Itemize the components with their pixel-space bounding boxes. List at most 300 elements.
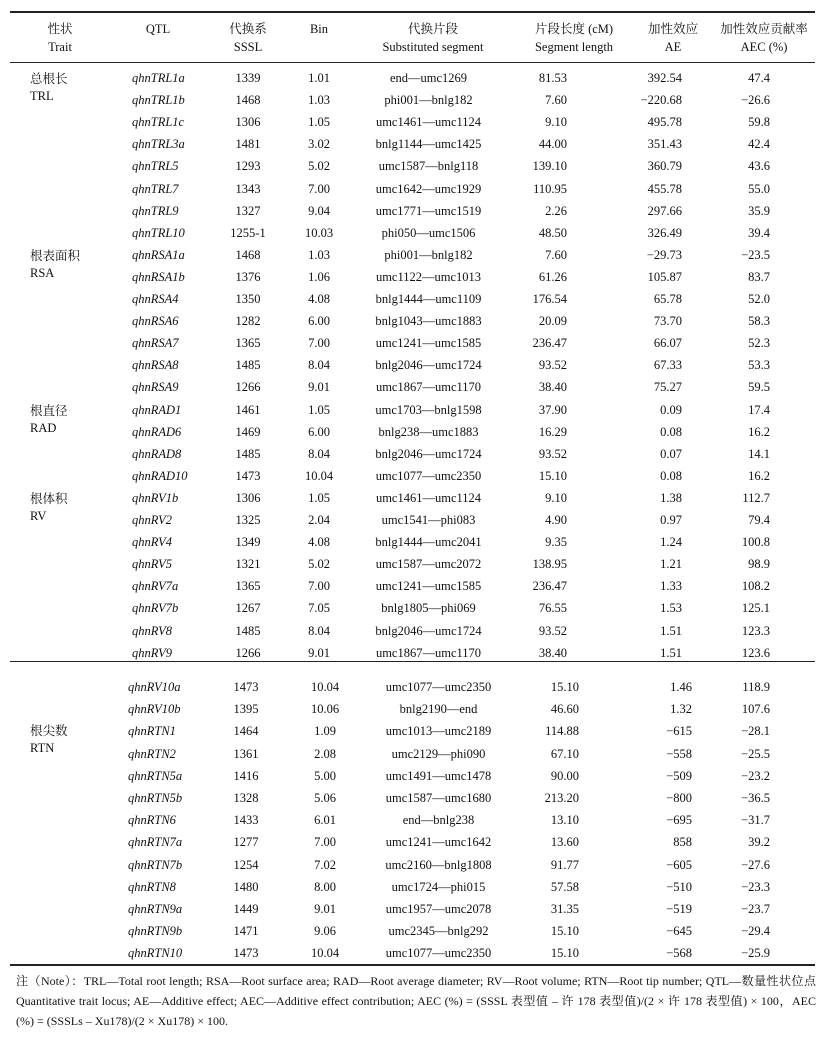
cell-bin: 4.08: [308, 535, 330, 550]
cell-sssl: 1349: [235, 535, 261, 550]
cell-sssl: 1327: [235, 203, 261, 218]
cell-ae: 0.08: [660, 468, 682, 483]
cell-sssl: 1343: [235, 181, 261, 196]
cell-aec: 35.9: [748, 203, 770, 218]
cell-aec: 53.3: [748, 358, 770, 373]
header-bin: Bin: [309, 22, 329, 36]
table-row: [0, 133, 827, 155]
cell-aec: 83.7: [748, 269, 770, 284]
cell-qtl: qhnTRL5: [132, 159, 179, 174]
cell-len: 48.50: [538, 225, 567, 240]
header-ae: 加性效应 AE: [647, 22, 698, 54]
cell-aec: −23.3: [741, 879, 770, 894]
cell-len: 90.00: [550, 768, 579, 783]
cell-sssl: 1468: [235, 93, 261, 108]
cell-seg: bnlg2046—umc1724: [375, 358, 482, 373]
cell-sssl: 1266: [235, 645, 261, 660]
cell-sssl: 1449: [233, 902, 259, 916]
cell-ae: 1.33: [660, 579, 682, 594]
cell-len: 7.60: [545, 93, 567, 108]
header-aec: 加性效应贡献率 AEC (%): [720, 22, 808, 54]
cell-seg: umc1077—umc2350: [385, 946, 492, 961]
cell-aec: 47.4: [748, 71, 770, 85]
table-row: [0, 898, 827, 920]
table-row: [0, 765, 827, 787]
cell-ae: −695: [666, 813, 692, 828]
cell-ae: 1.21: [660, 557, 682, 572]
cell-ae: −558: [666, 746, 692, 761]
cell-sssl: 1255-1: [230, 225, 266, 240]
cell-sssl: 1416: [233, 768, 259, 783]
table-row: [0, 743, 827, 765]
cell-aec: 52.0: [748, 292, 770, 306]
cell-seg: bnlg2046—umc1724: [375, 623, 482, 638]
table-row: [0, 809, 827, 831]
cell-seg: bnlg1444—umc2041: [375, 535, 482, 550]
cell-seg: umc1867—umc1170: [375, 645, 482, 660]
cell-qtl: qhnRV2: [132, 513, 173, 527]
cell-len: 2.26: [545, 203, 567, 218]
cell-len: 13.60: [550, 835, 579, 850]
cell-aec: 112.7: [742, 490, 770, 505]
cell-seg: phi001—bnlg182: [384, 93, 473, 108]
cell-bin: 9.01: [308, 380, 330, 395]
cell-ae: −800: [666, 791, 692, 805]
cell-seg: umc1957—umc2078: [385, 902, 492, 916]
cell-qtl: qhnRTN8: [128, 879, 176, 894]
cell-bin: 1.05: [308, 115, 330, 130]
cell-qtl: qhnRAD1: [132, 402, 182, 417]
cell-seg: umc1771—umc1519: [375, 203, 482, 218]
cell-aec: −29.4: [741, 924, 770, 939]
table-row: [0, 575, 827, 597]
cell-seg: bnlg1444—umc1109: [375, 292, 482, 306]
cell-len: 16.29: [538, 424, 567, 439]
cell-ae: 1.53: [660, 601, 682, 616]
trait-label-rad: 根直径 RAD: [30, 404, 68, 435]
cell-sssl: 1468: [235, 247, 261, 262]
cell-aec: 39.2: [748, 835, 770, 850]
cell-bin: 3.02: [308, 137, 330, 152]
cell-bin: 5.00: [314, 768, 336, 783]
cell-bin: 9.04: [308, 203, 330, 218]
cell-sssl: 1277: [233, 835, 259, 850]
cell-bin: 5.02: [308, 159, 330, 174]
table-row: [0, 244, 827, 266]
cell-seg: umc2345—bnlg292: [388, 924, 489, 939]
cell-len: 76.55: [538, 601, 567, 616]
cell-ae: 1.46: [670, 680, 692, 694]
cell-len: 4.90: [545, 513, 567, 527]
cell-len: 20.09: [538, 314, 567, 329]
cell-seg: umc1077—umc2350: [385, 680, 492, 694]
cell-bin: 7.00: [308, 181, 330, 196]
cell-ae: −509: [666, 768, 692, 783]
cell-seg: umc1642—umc1929: [375, 181, 482, 196]
cell-qtl: qhnTRL1b: [132, 93, 185, 108]
cell-bin: 2.04: [308, 513, 330, 527]
cell-qtl: qhnTRL3a: [132, 137, 185, 152]
table-row: [0, 200, 827, 222]
cell-bin: 7.05: [308, 601, 330, 616]
cell-aec: 107.6: [741, 702, 770, 717]
cell-ae: −645: [666, 924, 692, 939]
cell-ae: 66.07: [653, 336, 682, 351]
cell-seg: umc1013—umc2189: [385, 724, 492, 739]
cell-sssl: 1339: [235, 71, 261, 85]
table-row: [0, 531, 827, 553]
cell-sssl: 1485: [235, 446, 261, 461]
cell-bin: 6.00: [308, 314, 330, 329]
cell-qtl: qhnRTN9b: [128, 924, 183, 939]
cell-sssl: 1306: [235, 490, 261, 505]
cell-seg: umc2160—bnlg1808: [385, 857, 492, 872]
cell-bin: 9.01: [308, 645, 330, 660]
cell-seg: umc1867—umc1170: [375, 380, 482, 395]
cell-seg: umc1541—phi083: [381, 513, 476, 527]
cell-ae: −29.73: [646, 247, 682, 262]
table-row: [0, 155, 827, 177]
cell-aec: 16.2: [748, 424, 770, 439]
cell-aec: 59.8: [748, 115, 770, 130]
cell-qtl: qhnRSA1a: [132, 247, 185, 262]
cell-aec: 16.2: [748, 468, 770, 483]
cell-qtl: qhnTRL7: [132, 181, 179, 196]
cell-sssl: 1481: [235, 137, 261, 152]
cell-ae: 326.49: [647, 225, 682, 240]
table-row: [0, 509, 827, 531]
cell-len: 9.10: [545, 115, 567, 130]
table-row: [0, 698, 827, 720]
cell-len: 7.60: [545, 247, 567, 262]
cell-bin: 5.06: [314, 791, 336, 805]
cell-len: 91.77: [550, 857, 579, 872]
cell-qtl: qhnTRL9: [132, 203, 179, 218]
cell-len: 67.10: [550, 746, 579, 761]
cell-aec: −26.6: [741, 93, 770, 108]
cell-sssl: 1485: [235, 358, 261, 373]
table-row: [0, 642, 827, 664]
cell-bin: 5.02: [308, 557, 330, 572]
cell-len: 93.52: [538, 358, 567, 373]
cell-seg: bnlg2046—umc1724: [375, 446, 482, 461]
cell-ae: −519: [666, 902, 692, 916]
cell-ae: 858: [673, 835, 692, 850]
cell-aec: 108.2: [741, 579, 770, 594]
cell-ae: 73.70: [653, 314, 682, 329]
cell-ae: −568: [666, 946, 692, 961]
cell-len: 176.54: [532, 292, 567, 306]
cell-qtl: qhnTRL1a: [132, 71, 185, 85]
cell-ae: 1.38: [660, 490, 682, 505]
table-row: [0, 399, 827, 421]
cell-bin: 7.02: [314, 857, 336, 872]
cell-seg: bnlg238—umc1883: [378, 424, 479, 439]
trait-label-rsa: 根表面积 RSA: [30, 249, 81, 280]
cell-seg: umc1724—phi015: [391, 879, 486, 894]
cell-ae: 1.51: [660, 645, 682, 660]
cell-qtl: qhnRSA8: [132, 358, 179, 373]
cell-aec: 55.0: [748, 181, 770, 196]
cell-seg: umc1122—umc1013: [375, 269, 482, 284]
cell-seg: end—umc1269: [389, 71, 468, 85]
cell-bin: 9.01: [314, 902, 336, 916]
cell-qtl: qhnRTN2: [128, 746, 176, 761]
cell-sssl: 1365: [235, 336, 261, 351]
cell-len: 236.47: [532, 579, 567, 594]
cell-len: 236.47: [532, 336, 567, 351]
cell-len: 9.10: [545, 490, 567, 505]
cell-qtl: qhnRTN5b: [128, 791, 183, 805]
cell-ae: 0.97: [660, 513, 682, 527]
header-trait: 性状 Trait: [47, 22, 73, 54]
cell-qtl: qhnRAD8: [132, 446, 182, 461]
cell-len: 61.26: [538, 269, 567, 284]
table-row: [0, 487, 827, 509]
cell-bin: 1.03: [308, 93, 330, 108]
cell-seg: umc1241—umc1585: [375, 579, 482, 594]
cell-len: 139.10: [532, 159, 567, 174]
cell-len: 15.10: [538, 468, 567, 483]
cell-aec: −28.1: [741, 724, 770, 739]
table-row: [0, 178, 827, 200]
cell-ae: 0.07: [660, 446, 682, 461]
cell-aec: 79.4: [748, 513, 770, 527]
cell-qtl: qhnRV1b: [132, 490, 179, 505]
cell-qtl: qhnRAD6: [132, 424, 182, 439]
cell-seg: umc1587—umc2072: [375, 557, 482, 572]
cell-bin: 8.00: [314, 879, 336, 894]
cell-ae: 67.33: [653, 358, 682, 373]
cell-len: 57.58: [550, 879, 579, 894]
table-top-rule: [10, 11, 815, 13]
cell-bin: 1.03: [308, 247, 330, 262]
cell-qtl: qhnRV5: [132, 557, 173, 572]
cell-sssl: 1464: [233, 724, 259, 739]
cell-aec: −25.5: [741, 746, 770, 761]
cell-bin: 6.00: [308, 424, 330, 439]
cell-len: 38.40: [538, 380, 567, 395]
cell-aec: −31.7: [741, 813, 770, 828]
cell-sssl: 1254: [233, 857, 259, 872]
header-bottom-rule: [10, 62, 815, 63]
cell-qtl: qhnRSA9: [132, 380, 179, 395]
cell-bin: 1.06: [308, 269, 330, 284]
cell-ae: 0.09: [660, 402, 682, 417]
cell-aec: −23.2: [741, 768, 770, 783]
cell-ae: −510: [666, 879, 692, 894]
cell-aec: 100.8: [741, 535, 770, 550]
cell-seg: umc1703—bnlg1598: [375, 402, 482, 417]
cell-bin: 6.01: [314, 813, 336, 828]
cell-qtl: qhnRV10b: [128, 702, 181, 717]
trait-label-rtn: 根尖数 RTN: [30, 724, 68, 755]
cell-aec: −25.9: [741, 946, 770, 961]
cell-aec: 39.4: [748, 225, 770, 240]
cell-qtl: qhnRSA4: [132, 292, 179, 306]
cell-sssl: 1469: [235, 424, 261, 439]
table-row: [0, 67, 827, 89]
table-row: [0, 553, 827, 575]
cell-len: 93.52: [538, 446, 567, 461]
table-row: [0, 720, 827, 742]
cell-seg: umc1587—umc1680: [385, 791, 492, 805]
table-row: [0, 288, 827, 310]
cell-qtl: qhnRTN9a: [128, 902, 183, 916]
cell-ae: −615: [666, 724, 692, 739]
cell-seg: end—bnlg238: [402, 813, 475, 828]
cell-aec: 14.1: [748, 446, 770, 461]
table-row: [0, 354, 827, 376]
cell-len: 13.10: [550, 813, 579, 828]
cell-sssl: 1480: [233, 879, 259, 894]
cell-seg: umc1077—umc2350: [375, 468, 482, 483]
cell-sssl: 1376: [235, 269, 261, 284]
cell-bin: 8.04: [308, 358, 330, 373]
cell-bin: 1.05: [308, 490, 330, 505]
cell-ae: 360.79: [647, 159, 682, 174]
cell-sssl: 1461: [235, 402, 261, 417]
cell-bin: 1.09: [314, 724, 336, 739]
cell-len: 138.95: [532, 557, 567, 572]
table-row: [0, 89, 827, 111]
cell-seg: umc1461—umc1124: [375, 490, 482, 505]
cell-ae: 455.78: [647, 181, 682, 196]
table-row: [0, 465, 827, 487]
cell-aec: 42.4: [748, 137, 770, 152]
cell-qtl: qhnRTN1: [128, 724, 176, 739]
cell-aec: 52.3: [748, 336, 770, 351]
header-length: 片段长度 (cM) Segment length: [534, 22, 614, 54]
header-qtl: QTL: [145, 22, 171, 36]
cell-sssl: 1485: [235, 623, 261, 638]
table-row: [0, 676, 827, 698]
table-row: [0, 443, 827, 465]
cell-sssl: 1361: [233, 746, 259, 761]
cell-ae: 351.43: [647, 137, 682, 152]
cell-ae: 495.78: [647, 115, 682, 130]
cell-seg: bnlg1805—phi069: [381, 601, 476, 616]
cell-qtl: qhnTRL1c: [132, 115, 185, 130]
cell-sssl: 1328: [233, 791, 259, 805]
cell-len: 9.35: [545, 535, 567, 550]
cell-bin: 7.00: [308, 336, 330, 351]
header-segment: 代换片段 Substituted segment: [382, 22, 484, 54]
cell-ae: 297.66: [647, 203, 682, 218]
table-row: [0, 920, 827, 942]
cell-bin: 10.04: [310, 946, 340, 961]
cell-aec: 59.5: [748, 380, 770, 395]
cell-sssl: 1471: [233, 924, 259, 939]
cell-qtl: qhnRTN7a: [128, 835, 183, 850]
cell-sssl: 1306: [235, 115, 261, 130]
table-row: [0, 310, 827, 332]
cell-bin: 10.06: [310, 702, 340, 717]
cell-len: 213.20: [544, 791, 579, 805]
cell-ae: 1.32: [670, 702, 692, 717]
cell-len: 93.52: [538, 623, 567, 638]
cell-len: 37.90: [538, 402, 567, 417]
cell-sssl: 1473: [233, 946, 259, 961]
table-footnote: 注（Note）：TRL—Total root length; RSA—Root surface area; RAD—Root average diameter; RV—Root volume; RTN—Root tip number; QTL—数量性状位点 Quantitative trait locus; AE—Additive effect; AEC—Additive effect contribution; AEC (%) = (SSSL 表型值 – 许 178 表型值)/(2 × 许 178 表型值) × 100，AEC (%) = (SSSLs – Xu178)/(2 × Xu178) × 100.: [16, 974, 816, 1028]
cell-qtl: qhnRTN7b: [128, 857, 183, 872]
cell-sssl: 1350: [235, 292, 261, 306]
table-row: [0, 787, 827, 809]
cell-qtl: qhnRTN6: [128, 813, 176, 828]
cell-qtl: qhnTRL10: [132, 225, 185, 240]
cell-ae: 65.78: [653, 292, 682, 306]
table-row: [0, 332, 827, 354]
table-row: [0, 831, 827, 853]
cell-seg: umc1587—bnlg118: [378, 159, 479, 174]
cell-seg: umc1241—umc1642: [385, 835, 492, 850]
cell-qtl: qhnRSA6: [132, 314, 179, 329]
cell-bin: 4.08: [308, 292, 330, 306]
table-row: [0, 421, 827, 443]
cell-aec: −27.6: [741, 857, 770, 872]
cell-len: 15.10: [550, 680, 579, 694]
cell-sssl: 1282: [235, 314, 261, 329]
cell-ae: 1.24: [660, 535, 682, 550]
cell-sssl: 1473: [235, 468, 261, 483]
cell-len: 15.10: [550, 946, 579, 961]
cell-seg: umc1241—umc1585: [375, 336, 482, 351]
cell-bin: 10.03: [304, 225, 334, 240]
cell-bin: 1.01: [308, 71, 330, 85]
cell-seg: umc1461—umc1124: [375, 115, 482, 130]
cell-qtl: qhnRV7a: [132, 579, 179, 594]
table-row: [0, 597, 827, 619]
cell-sssl: 1325: [235, 513, 261, 527]
cell-ae: 1.51: [660, 623, 682, 638]
cell-sssl: 1365: [235, 579, 261, 594]
cell-aec: 17.4: [748, 402, 770, 417]
cell-aec: −23.5: [741, 247, 770, 262]
cell-len: 38.40: [538, 645, 567, 660]
cell-aec: 98.9: [748, 557, 770, 572]
cell-sssl: 1321: [235, 557, 261, 572]
cell-seg: umc1491—umc1478: [385, 768, 492, 783]
cell-sssl: 1266: [235, 380, 261, 395]
cell-len: 15.10: [550, 924, 579, 939]
cell-sssl: 1267: [235, 601, 261, 616]
cell-bin: 2.08: [314, 746, 336, 761]
cell-ae: 75.27: [653, 380, 682, 395]
cell-aec: 58.3: [748, 314, 770, 329]
table-row: [0, 876, 827, 898]
cell-aec: 118.9: [742, 680, 770, 694]
cell-ae: −220.68: [640, 93, 682, 108]
cell-ae: −605: [666, 857, 692, 872]
cell-bin: 1.05: [308, 402, 330, 417]
cell-qtl: qhnRV4: [132, 535, 173, 550]
header-sssl: 代换系 SSSL: [229, 22, 267, 54]
cell-sssl: 1473: [233, 680, 259, 694]
table-row: [0, 620, 827, 642]
cell-bin: 7.00: [314, 835, 336, 850]
cell-qtl: qhnRV10a: [128, 680, 181, 694]
table-row: [0, 942, 827, 964]
cell-seg: phi050—umc1506: [381, 225, 476, 240]
cell-qtl: qhnRAD10: [132, 468, 188, 483]
table-row: [0, 854, 827, 876]
cell-seg: bnlg1043—umc1883: [375, 314, 482, 329]
cell-sssl: 1293: [235, 159, 261, 174]
cell-len: 114.88: [545, 724, 579, 739]
trait-label-rv: 根体积 RV: [30, 492, 68, 523]
cell-qtl: qhnRV8: [132, 623, 173, 638]
cell-qtl: qhnRV9: [132, 645, 173, 660]
